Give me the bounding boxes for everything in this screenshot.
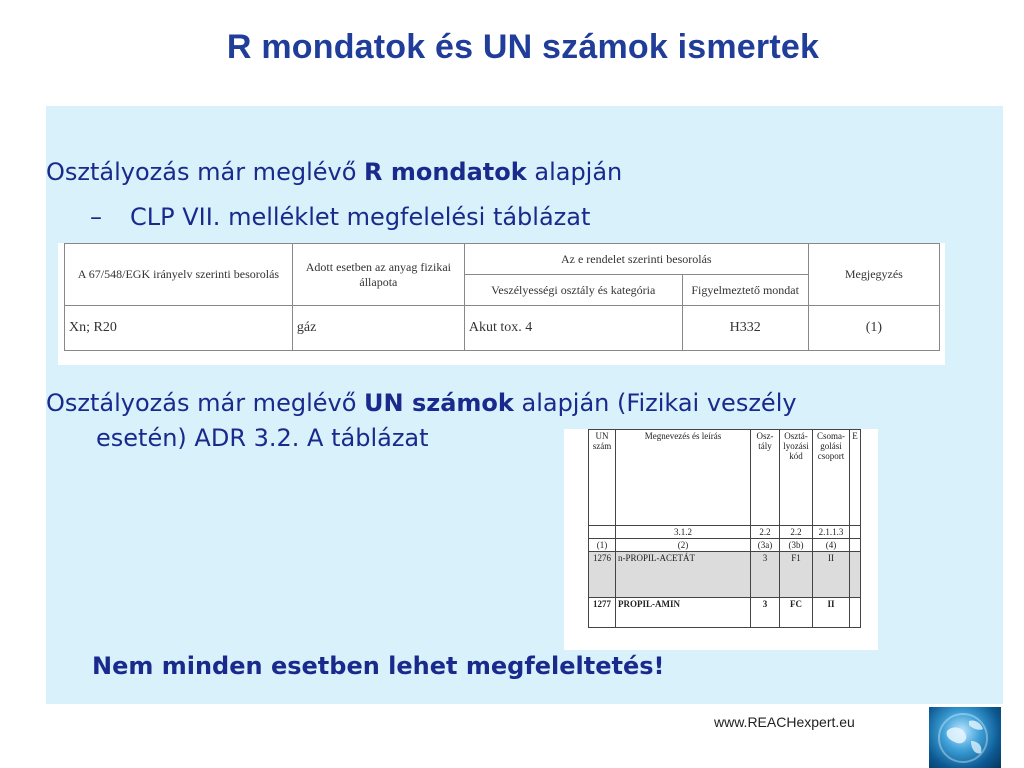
- line1-post: alapján: [526, 158, 623, 186]
- un-header: Csoma-golási csoport: [813, 430, 850, 526]
- line3-post: alapján (Fizikai veszély: [513, 389, 797, 417]
- clp-cell: Akut tox. 4: [464, 306, 682, 351]
- table-row: [589, 598, 861, 628]
- un-cell: II: [813, 598, 850, 628]
- warning-text: Nem minden esetben lehet megfeleltetés!: [92, 652, 665, 680]
- un-cell: 1277: [589, 598, 616, 628]
- un-cell: 1276: [589, 552, 616, 598]
- un-header: E: [850, 430, 861, 526]
- r-sentence-line: [46, 158, 622, 186]
- un-cell: II: [813, 552, 850, 598]
- un-cell: [850, 552, 861, 598]
- line1-pre: Osztályozás már meglévő: [46, 158, 365, 186]
- un-colnum: (1): [589, 539, 616, 552]
- un-ref: [850, 526, 861, 539]
- un-colnum: [850, 539, 861, 552]
- un-cell: 3: [751, 552, 780, 598]
- un-number-line: [46, 389, 797, 417]
- un-colnum: (4): [813, 539, 850, 552]
- bullet-dash: –: [90, 203, 102, 231]
- un-ref: 2.2: [780, 526, 813, 539]
- un-colnum: (3a): [751, 539, 780, 552]
- website-link[interactable]: www.REACHexpert.eu: [714, 714, 855, 730]
- line1-bold: R mondatok: [364, 158, 527, 186]
- clp-bullet: [90, 203, 590, 231]
- clp-header-col2: Adott esetben az anyag fizikai állapota: [292, 244, 464, 306]
- un-cell: FC: [780, 598, 813, 628]
- line3-pre: Osztályozás már meglévő: [46, 389, 365, 417]
- clp-bullet-text: CLP VII. melléklet megfelelési táblázat: [130, 203, 591, 231]
- un-header: UN szám: [589, 430, 616, 526]
- un-ref: 3.1.2: [616, 526, 751, 539]
- un-cell: [850, 598, 861, 628]
- un-ref: 2.2: [751, 526, 780, 539]
- table-row: [65, 306, 940, 351]
- un-colnum: (2): [616, 539, 751, 552]
- un-ref: 2.1.1.3: [813, 526, 850, 539]
- clp-cell: Xn; R20: [65, 306, 293, 351]
- un-header: Osztá-lyozási kód: [780, 430, 813, 526]
- clp-header-group: Az e rendelet szerinti besorolás: [464, 244, 808, 275]
- clp-cell: H332: [682, 306, 808, 351]
- un-cell: F1: [780, 552, 813, 598]
- un-cell: 3: [751, 598, 780, 628]
- clp-cell: gáz: [292, 306, 464, 351]
- clp-header-col4: Figyelmeztető mondat: [682, 275, 808, 306]
- un-cell: PROPIL-AMIN: [616, 598, 751, 628]
- un-ref: [589, 526, 616, 539]
- globe-icon: [929, 707, 1001, 768]
- un-number-line-cont: esetén) ADR 3.2. A táblázat: [96, 424, 429, 452]
- clp-header-col1: A 67/548/EGK irányelv szerinti besorolás: [65, 244, 293, 306]
- un-header: Osz-tály: [751, 430, 780, 526]
- un-cell: n-PROPIL-ACETÁT: [616, 552, 751, 598]
- clp-header-col5: Megjegyzés: [808, 244, 939, 306]
- un-colnum: (3b): [780, 539, 813, 552]
- un-adr-table: [564, 429, 878, 650]
- table-row: [589, 552, 861, 598]
- un-header: Megnevezés és leírás: [616, 430, 751, 526]
- slide-title: R mondatok és UN számok ismertek: [226, 28, 820, 66]
- clp-correlation-table: [58, 243, 945, 365]
- clp-cell: (1): [808, 306, 939, 351]
- clp-header-col3: Veszélyességi osztály és kategória: [464, 275, 682, 306]
- line3-bold: UN számok: [364, 389, 514, 417]
